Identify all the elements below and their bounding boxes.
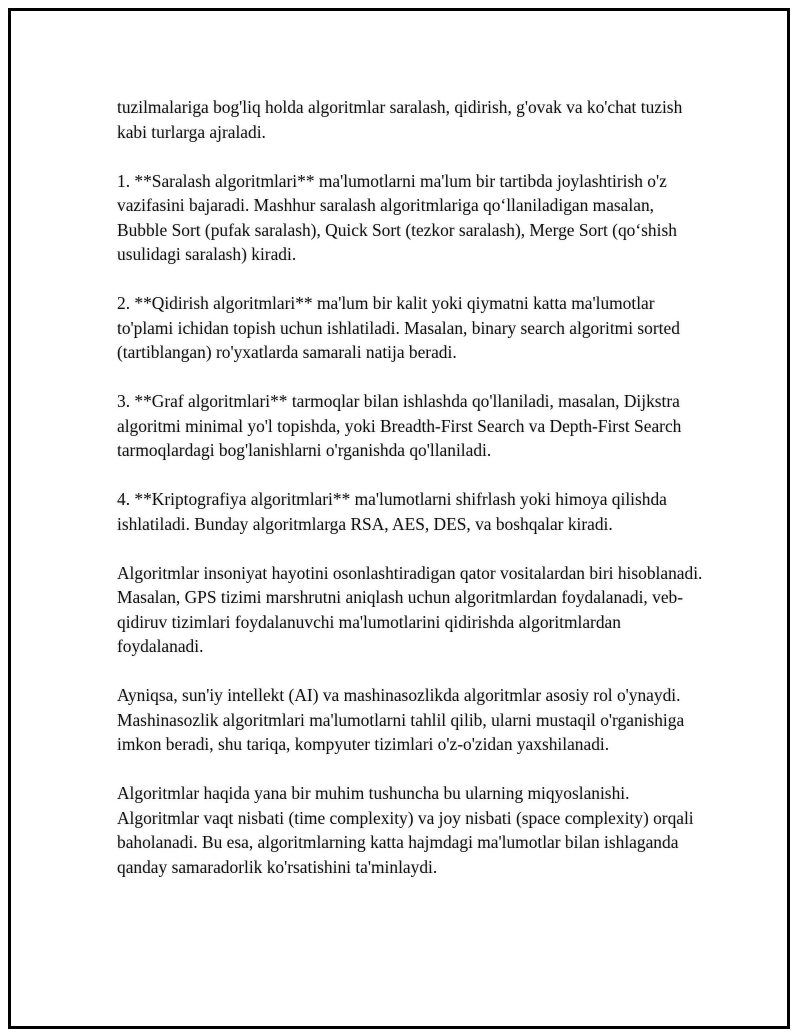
- paragraph-intro-continued: tuzilmalariga bog'liq holda algoritmlar saralash, qidirish, g'ovak va ko'chat tuzish kabi turlarga ajraladi.: [117, 97, 683, 142]
- paragraph-sorting-algorithms: 1. **Saralash algoritmlari** ma'lumotlarni ma'lum bir tartibda joylashtirish o'z vazifasini bajaradi. Mashhur saralash algoritmlariga qo‘llaniladigan masalan, Bubble Sort (pufak saralash), Quick Sort (tezkor saralash), Merge Sort (qo‘shish usulidagi saralash) kiradi.: [117, 170, 677, 264]
- paragraph-graph-algorithms: 3. **Graf algoritmlari** tarmoqlar bilan ishlashda qo'llaniladi, masalan, Dijkstra algoritmi minimal yo'l topishda, yoki Breadth-First Search va Depth-First Search tarmoqlardagi bog'lanishlarni o'rganishda qo'llaniladi.: [117, 391, 682, 460]
- paragraph-ai-machine-learning: Ayniqsa, sun'iy intellekt (AI) va mashinasozlikda algoritmlar asosiy rol o'ynaydi. Mashinasozlik algoritmlari ma'lumotlarni tahlil qilib, ularni mustaqil o'rganishiga imkon beradi, shu tariqa, kompyuter tizimlari o'z-o'zidan yaxshilanadi.: [117, 685, 685, 754]
- page-frame: [8, 8, 790, 1029]
- paragraph-search-algorithms: 2. **Qidirish algoritmlari** ma'lum bir kalit yoki qiymatni katta ma'lumotlar to'plami ichidan topish uchun ishlatiladi. Masalan, binary search algoritmi sorted (tartiblangan) ro'yxatlarda samarali natija beradi.: [117, 293, 680, 362]
- paragraph-cryptography-algorithms: 4. **Kriptografiya algoritmlari** ma'lumotlarni shifrlash yoki himoya qilishda ishlatiladi. Bunday algoritmlarga RSA, AES, DES, va boshqalar kiradi.: [117, 489, 667, 534]
- paragraph-complexity: Algoritmlar haqida yana bir muhim tushuncha bu ularning miqyoslanishi. Algoritmlar vaqt nisbati (time complexity) va joy nisbati (space complexity) orqali baholanadi. Bu esa, algoritmlarning katta hajmdagi ma'lumotlar bilan ishlaganda qanday samaradorlik ko'rsatishini ta'minlaydi.: [117, 783, 694, 877]
- document-body: [117, 95, 707, 879]
- paragraph-everyday-uses: Algoritmlar insoniyat hayotini osonlashtiradigan qator vositalardan biri hisoblanadi. Masalan, GPS tizimi marshrutni aniqlash uchun algoritmlardan foydalanadi, veb-qidiruv tizimlari foydalanuvchi ma'lumotlarini qidirishda algoritmlardan foydalanadi.: [117, 562, 703, 656]
